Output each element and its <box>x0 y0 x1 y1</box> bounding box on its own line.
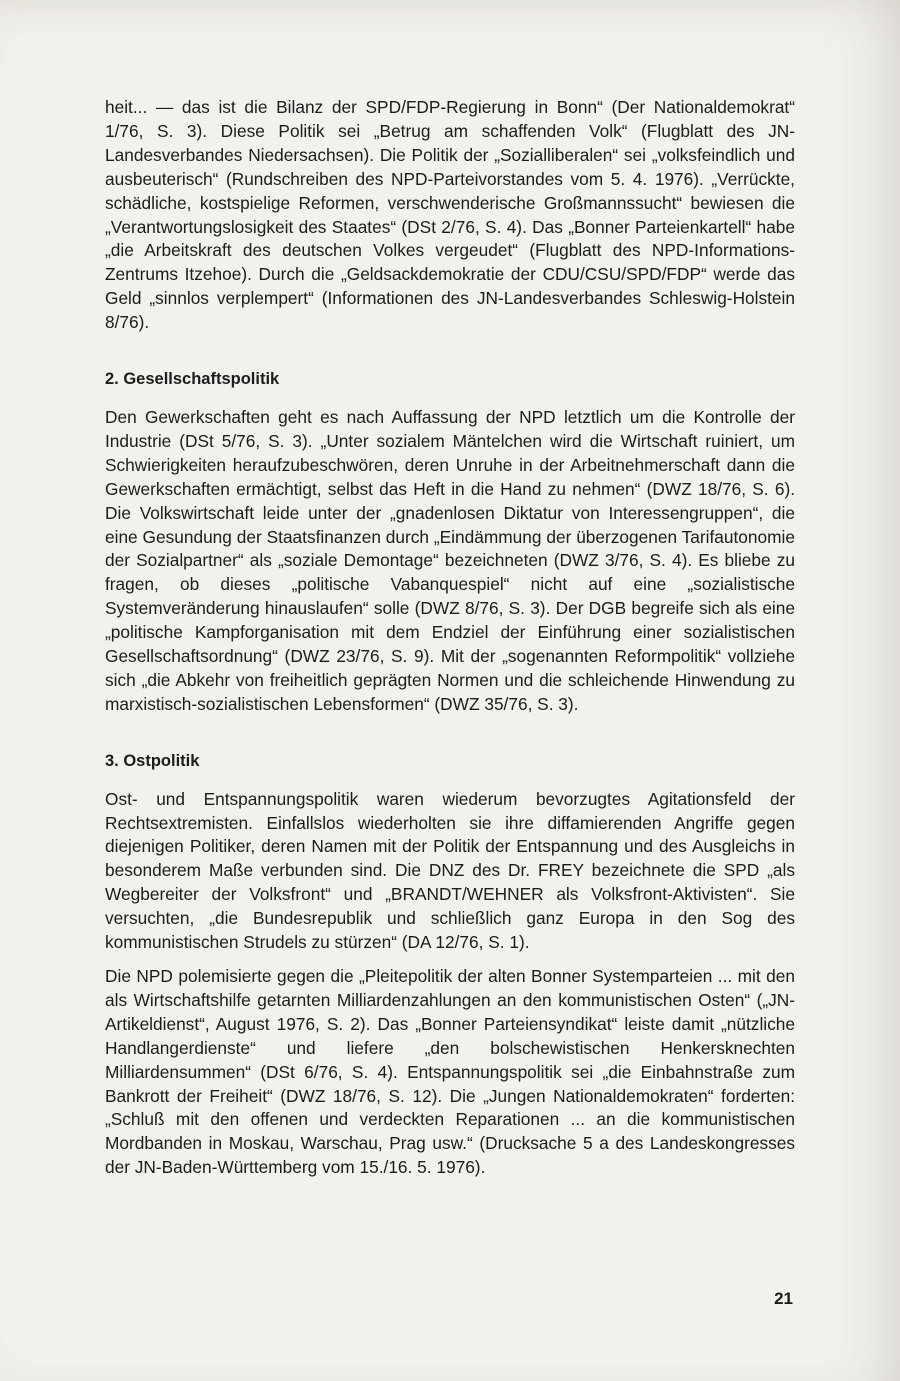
page-body <box>105 96 795 1180</box>
page-number: 21 <box>774 1289 793 1308</box>
paragraph-intro: heit... — das ist die Bilanz der SPD/FDP-Regierung in Bonn“ (Der Nationaldemokrat“ 1/76, S. 3). Diese Politik sei „Betrug am schaffenden Volk“ (Flugblatt des JN-Landesverbandes Niedersachsen). Die Politik der „Sozialliberalen“ sei „volksfeindlich und ausbeuterisch“ (Rundschreiben des NPD-Parteivorstandes vom 5. 4. 1976). „Verrückte, schädliche, kostspielige Reformen, verschwenderische Großmannssucht“ bewiesen die „Verantwortungslosigkeit des Staates“ (DSt 2/76, S. 4). Das „Bonner Parteienkartell“ habe „die Arbeitskraft des deutschen Volkes vergeudet“ (Flugblatt des NPD-Informations-Zentrums Itzehoe). Durch die „Geldsackdemokratie der CDU/CSU/SPD/FDP“ werde das Geld „sinnlos verplempert“ (Informationen des JN-Landesverbandes Schleswig-Holstein 8/76). <box>105 97 795 333</box>
paragraph-ostpolitik-1: Ost- und Entspannungspolitik waren wiederum bevorzugtes Agitationsfeld der Rechtsextremisten. Einfallslos wiederholten sie ihre diffamierenden Angriffe gegen diejenigen Politiker, deren Namen mit der Politik der Entspannung und des Ausgleichs in besonderem Maße verbunden sind. Die DNZ des Dr. FREY bezeichnete die SPD „als Wegbereiter der Volksfront“ und „BRANDT/WEHNER als Volksfront-Aktivisten“. Sie versuchten, „die Bundesrepublik und schließlich ganz Europa in den Sog des kommunistischen Strudels zu stürzen“ (DA 12/76, S. 1). <box>105 788 795 953</box>
heading-ostpolitik: 3. Ostpolitik <box>105 751 200 770</box>
paragraph-gesellschaftspolitik: Den Gewerkschaften geht es nach Auffassung der NPD letztlich um die Kontrolle der Industrie (DSt 5/76, S. 3). „Unter sozialem Mäntelchen wird die Wirtschaft ruiniert, um Schwierigkeiten heraufzubeschwören, deren Unruhe in der Arbeitnehmerschaft dann die Gewerkschaften ermächtigt, selbst das Heft in die Hand zu nehmen“ (DWZ 18/76, S. 6). Die Volkswirtschaft leide unter der „gnadenlosen Diktatur von Interessengruppen“, die eine Gesundung der Staatsfinanzen durch „Eindämmung der überzogenen Tarifautonomie der Sozialpartner“ als „soziale Demontage“ bezeichneten (DWZ 3/76, S. 4). Es bliebe zu fragen, ob dieses „politische Vabanquespiel“ nicht auf eine „sozialistische Systemveränderung hinauslaufen“ solle (DWZ 8/76, S. 3). Der DGB begreife sich als eine „politische Kampforganisation mit dem Endziel der Einführung einer sozialistischen Gesellschaftsordnung“ (DWZ 23/76, S. 9). Mit der „sogenannten Reformpolitik“ vollziehe sich „die Abkehr von freiheitlich geprägten Normen und die schleichende Hinwendung zu marxistisch-sozialistischen Lebensformen“ (DWZ 35/76, S. 3). <box>105 406 795 714</box>
heading-gesellschaftspolitik: 2. Gesellschaftspolitik <box>105 370 280 389</box>
paragraph-ostpolitik-2: Die NPD polemisierte gegen die „Pleitepolitik der alten Bonner Systemparteien ... mit den als Wirtschaftshilfe getarnten Milliardenzahlungen an den kommunistischen Osten“ („JN-Artikeldienst“, August 1976, S. 2). Das „Bonner Parteiensyndikat“ leiste damit „nützliche Handlangerdienste“ und liefere „den bolschewistischen Henkersknechten Milliardensummen“ (DSt 6/76, S. 4). Entspannungspolitik sei „die Einbahnstraße zum Bankrott der Freiheit“ (DWZ 18/76, S. 12). Die „Jungen Nationaldemokraten“ forderten: „Schluß mit den offenen und verdeckten Reparationen ... an die kommunistischen Mordbanden in Moskau, Warschau, Prag usw.“ (Drucksache 5 a des Landeskongresses der JN-Baden-Württemberg vom 15./16. 5. 1976). <box>105 966 795 1178</box>
